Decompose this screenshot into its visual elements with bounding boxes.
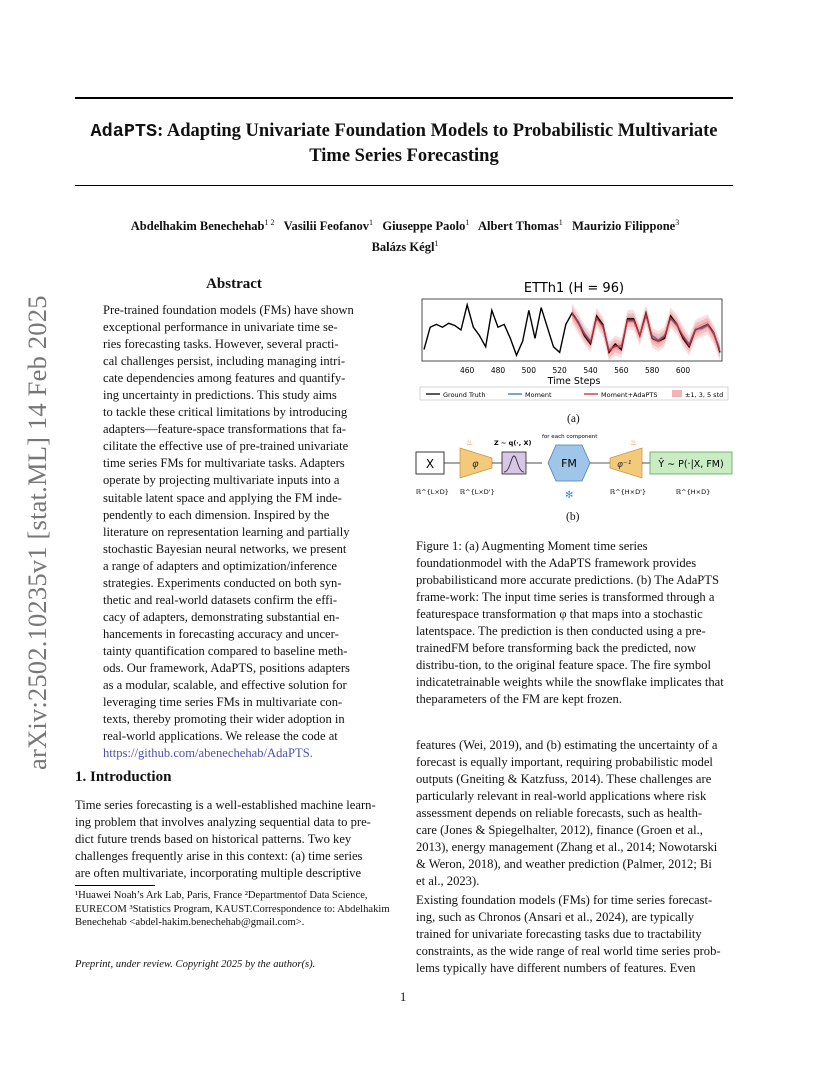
caption-line: space. The prediction is then conducted using a pre-trained — [416, 624, 706, 655]
body-line: assessment depends on reliable forecasts, such as health- — [416, 806, 703, 820]
abstract-body — [103, 302, 367, 762]
author-list — [90, 214, 720, 256]
figure-label-a: (a) — [567, 413, 580, 425]
figure-1a-chart — [414, 274, 734, 402]
x-tick-label: 520 — [552, 366, 567, 375]
title-part1: : Adapting Univariate Foundation Models to Probabilistic Multivariate — [157, 121, 718, 141]
footnote-line: ¹Huawei Noah’s Ark Lab, Paris, France ²Department — [75, 890, 298, 901]
abstract-line: hancements in forecasting accuracy and uncer- — [103, 626, 339, 641]
abstract-line: cilitate the effective use of pre-trained univariate — [103, 439, 349, 454]
fire-icon: ♨ — [630, 438, 638, 447]
abstract-line: ods. Our framework, AdaPTS, positions adapters — [103, 660, 350, 675]
body-line: features (Wei, 2019), and (b) estimating the uncertainty of a — [416, 738, 718, 752]
legend-entry: Moment+AdaPTS — [601, 391, 658, 399]
author-name: Balázs Kégl — [371, 240, 435, 255]
abstract-line: a range of adapters and optimization/inference — [103, 558, 337, 573]
body-line: et al., 2023). — [416, 874, 480, 888]
footnote-line: of Data Science, EURECOM ³Statistics Program, KAUST. — [75, 890, 368, 915]
author-affil: 1 — [558, 218, 563, 227]
author-affil: 1 2 — [264, 218, 275, 227]
author-name: Giuseppe Paolo — [382, 219, 466, 234]
footnote-rule — [75, 885, 155, 886]
title-part2: Time Series Forecasting — [309, 146, 499, 166]
intro-text — [75, 797, 395, 882]
author-name: Maurizio Filippone — [572, 219, 676, 234]
abstract-line: stochastic Bayesian neural networks, we present — [103, 541, 347, 556]
x-tick-label: 500 — [521, 366, 536, 375]
caption-line: model with the AdaPTS framework provides probabilistic — [416, 556, 697, 587]
caption-line: tion, to the original feature space. The fire symbol indicate — [416, 658, 711, 689]
snowflake-icon: ✻ — [565, 490, 574, 501]
intro-line: dict future trends based on historical patterns. Two key — [75, 832, 352, 846]
caption-line: Figure 1: (a) Augmenting Moment time series foundation — [416, 539, 648, 570]
caption-line: parameters of the FM are kept frozen. — [431, 692, 622, 706]
fm-label: FM — [561, 457, 577, 470]
x-tick-label: 540 — [583, 366, 598, 375]
x-input-label: X — [425, 457, 435, 471]
body-line: trained for univariate forecasting tasks due to tractability — [416, 927, 702, 941]
abstract-heading: Abstract — [206, 276, 262, 292]
x-space-label: ℝ^{L×D} — [416, 488, 449, 496]
footnote-line: hakim.benechehab@gmail.com>. — [161, 917, 305, 929]
abstract-line: strategies. Experiments conducted on both syn- — [103, 575, 342, 590]
abstract-line: tainty quantification compared to baseline meth- — [103, 643, 348, 658]
author-name: Vasilii Feofanov — [283, 219, 369, 234]
intro-line: challenges frequently arise in this context: (a) time series — [75, 849, 363, 863]
caption-line: trainable weights while the snowflake implicates that the — [416, 675, 724, 706]
abstract-line: pendently to each dimension. Inspired by the — [103, 507, 330, 522]
arxiv-stamp: arXiv:2502.10235v1 [stat.ML] 14 Feb 2025 — [22, 295, 52, 770]
caption-line: FM before transforming back the predicted, now distribu- — [416, 641, 697, 672]
output-label: Ŷ ∼ P(·|X, FM) — [658, 459, 724, 470]
abstract-line: suitable latent space and applying the FM inde- — [103, 490, 342, 505]
abstract-line: Pre-trained foundation models (FMs) have shown — [103, 303, 354, 317]
abstract-line: cal challenges persist, including managing intri- — [103, 354, 346, 369]
body-line: particularly relevant in real-world applications where risk — [416, 789, 707, 803]
body-line: Existing foundation models (FMs) for time series forecast- — [416, 893, 713, 907]
abstract-line: to tackle these critical limitations by introducing — [103, 405, 348, 420]
chart-title: ETTh1 (H = 96) — [523, 281, 625, 296]
x-tick-label: 460 — [460, 366, 475, 375]
abstract-line: time series FMs for multivariate tasks. Adapters — [103, 456, 345, 471]
z-space-label: ℝ^{L×D'} — [460, 488, 495, 496]
body-line: care (Jones & Spiegelhalter, 2012), finance (Groen et al., — [416, 823, 703, 837]
preprint-notice: Preprint, under review. Copyright 2025 by the author(s). — [75, 959, 316, 970]
figure-1b-diagram — [414, 428, 734, 506]
legend-entry: Ground Truth — [443, 391, 486, 399]
author-name: Albert Thomas — [478, 219, 559, 234]
author-affil: 3 — [675, 218, 680, 227]
abstract-line: operate by projecting multivariate inputs into a — [103, 473, 340, 488]
author-affil: 1 — [434, 239, 439, 249]
figure-1-caption — [416, 538, 734, 708]
abstract-line: as a modular, scalable, and effective solution for — [103, 678, 347, 693]
abstract-line: adapters—feature-space transformations that fa- — [103, 422, 347, 437]
figure-label-b: (b) — [566, 511, 580, 523]
x-tick-label: 580 — [645, 366, 660, 375]
abstract-line: cate dependencies among features and quantify- — [103, 371, 346, 386]
x-tick-label: 560 — [614, 366, 629, 375]
author-line-1 — [131, 219, 679, 233]
phi-label: φ — [472, 459, 479, 470]
output-space-label: ℝ^{H×D} — [676, 488, 711, 496]
footnote — [75, 889, 393, 930]
abstract-line: texts, thereby promoting their wider adoption in — [103, 712, 345, 727]
footnote-line: Correspondence to: Abdelhakim Benechehab <abdel- — [75, 903, 390, 929]
caption-line: work: The input time series is transformed through a feature — [416, 590, 715, 621]
body-line: ing, such as Chronos (Ansari et al., 2024), are typically — [416, 910, 695, 924]
x-tick-label: 600 — [675, 366, 691, 375]
right-column-paragraph-2 — [416, 892, 734, 977]
body-line: constraints, as the wide range of real world time series prob- — [416, 944, 721, 958]
x-tick-label: 480 — [490, 366, 506, 375]
legend-entry: ±1, 3, 5 std — [685, 391, 724, 399]
latent-distribution-box — [502, 452, 526, 474]
x-axis-label: Time Steps — [547, 376, 601, 387]
for-each-label: for each component — [542, 434, 598, 440]
body-line: forecast is equally important, requiring probabilistic model — [416, 755, 713, 769]
body-line: outputs (Gneiting & Katzfuss, 2014). These challenges are — [416, 772, 712, 786]
abstract-line: real-world applications. We release the code at — [103, 729, 338, 744]
paper-title — [75, 119, 733, 168]
legend-entry: Moment — [525, 391, 552, 399]
body-line: lems typically have different numbers of features. Even — [416, 961, 696, 975]
abstract-line: leveraging time series FMs in multivariate con- — [103, 695, 343, 710]
phi-inverse-space-label: ℝ^{H×D'} — [610, 488, 646, 496]
phi-inverse-label: φ⁻¹ — [617, 460, 632, 470]
z-distribution-label: Z ∼ q(·, X) — [494, 439, 532, 447]
abstract-line: literature on representation learning and partially — [103, 524, 350, 539]
caption-line: space transformation φ that maps into a stochastic latent — [416, 607, 703, 638]
page-number: 1 — [400, 990, 407, 1004]
right-column-paragraph-1 — [416, 737, 734, 890]
title-bottom-rule — [75, 185, 733, 186]
section-heading-introduction: 1. Introduction — [75, 769, 172, 785]
intro-line: are often multivariate, incorporating multiple descriptive — [75, 866, 362, 880]
intro-line: ing problem that involves analyzing sequential data to pre- — [75, 815, 371, 829]
title-code: AdaPTS — [90, 121, 158, 142]
abstract-line: thetic and real-world datasets confirm the effi- — [103, 592, 338, 607]
abstract-line: ing uncertainty in predictions. This study aims — [103, 388, 337, 403]
x-tick-labels — [460, 366, 690, 375]
fire-icon: ♨ — [466, 438, 474, 447]
abstract-line: ries forecasting tasks. However, several practi- — [103, 337, 339, 352]
legend-swatch — [672, 390, 682, 397]
body-line: & Weron, 2018), and weather prediction (Palmer, 2012; Bi — [416, 857, 712, 871]
top-rule — [75, 97, 733, 99]
caption-line: and more accurate predictions. (b) The AdaPTS frame- — [416, 573, 719, 604]
code-link[interactable]: https://github.com/abenechehab/AdaPTS. — [103, 746, 313, 761]
author-name: Abdelhakim Benechehab — [130, 219, 265, 234]
body-line: 2013), energy management (Zhang et al., 2014; Nowotarski — [416, 840, 718, 854]
abstract-line: cacy of adapters, demonstrating substantial en- — [103, 609, 340, 624]
author-affil: 1 — [465, 218, 470, 227]
author-affil: 1 — [368, 218, 373, 227]
intro-line: Time series forecasting is a well-established machine learn- — [75, 798, 376, 812]
abstract-line: exceptional performance in univariate time se- — [103, 320, 338, 335]
